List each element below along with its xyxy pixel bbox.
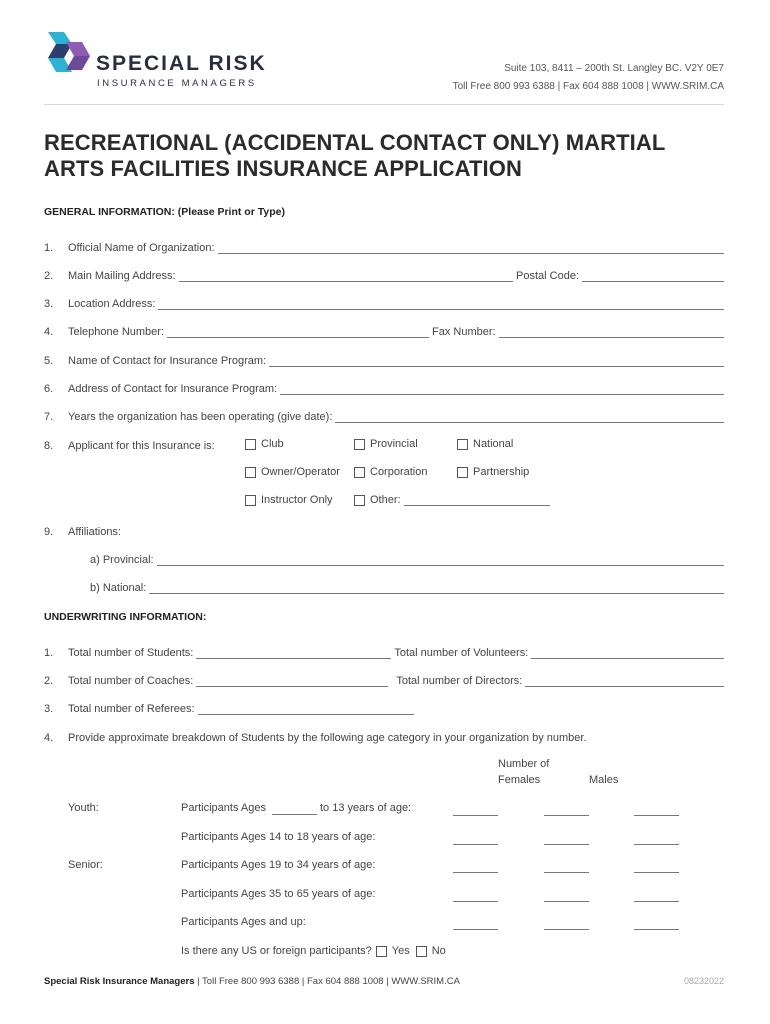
header-divider bbox=[44, 104, 724, 105]
checkbox-box[interactable] bbox=[354, 439, 365, 450]
age-row-1-label-b: to 13 years of age: bbox=[320, 802, 412, 814]
age-row-5-col-2-field[interactable] bbox=[544, 929, 589, 930]
age-row-1-col-3-field[interactable] bbox=[634, 815, 679, 816]
q8-applicant-type-row bbox=[44, 436, 218, 452]
checkbox-other-label: Other: bbox=[370, 494, 401, 506]
age-row-2-col-2-field[interactable] bbox=[544, 844, 589, 845]
checkbox-yes[interactable] bbox=[376, 946, 387, 957]
age-row-5-label: Participants Ages and up: bbox=[181, 916, 306, 928]
logo-brand-line1: SPECIAL RISK bbox=[96, 52, 267, 75]
contact-name-field[interactable] bbox=[269, 356, 724, 367]
footer-contact: | Toll Free 800 993 6388 | Fax 604 888 1008 | WWW.SRIM.CA bbox=[194, 976, 460, 987]
general-info-heading: GENERAL INFORMATION: (Please Print or Type) bbox=[44, 206, 285, 218]
q8-number: 8. bbox=[44, 440, 54, 452]
q2-mailing-address-row bbox=[44, 266, 724, 282]
checkbox-instructor-only-label: Instructor Only bbox=[261, 494, 333, 506]
checkbox-national-label: National bbox=[473, 438, 514, 450]
checkbox-box[interactable] bbox=[354, 495, 365, 506]
referees-label: Total number of Referees: bbox=[68, 703, 195, 715]
form-title: RECREATIONAL (ACCIDENTAL CONTACT ONLY) MARTIAL ARTS FACILITIES INSURANCE APPLICATION bbox=[44, 130, 665, 181]
checkbox-yes-label: Yes bbox=[391, 945, 410, 957]
checkbox-box[interactable] bbox=[245, 439, 256, 450]
u3-referees-row bbox=[44, 699, 414, 715]
national-affiliation-field[interactable] bbox=[149, 583, 724, 594]
volunteers-label: Total number of Volunteers: bbox=[394, 647, 529, 659]
checkbox-club[interactable] bbox=[245, 438, 284, 450]
q7-years-operating-row bbox=[44, 407, 724, 423]
coaches-field[interactable] bbox=[196, 676, 388, 687]
age-row-5-col-3-field[interactable] bbox=[634, 929, 679, 930]
students-label: Total number of Students: bbox=[68, 647, 194, 659]
location-address-field[interactable] bbox=[158, 299, 724, 310]
checkbox-no[interactable] bbox=[416, 946, 427, 957]
volunteers-field[interactable] bbox=[531, 648, 724, 659]
checkbox-box[interactable] bbox=[354, 467, 365, 478]
organization-name-field[interactable] bbox=[218, 243, 724, 254]
years-operating-field[interactable] bbox=[335, 412, 724, 423]
age-row-4-label: Participants Ages 35 to 65 years of age: bbox=[181, 888, 376, 900]
checkbox-provincial[interactable] bbox=[354, 438, 418, 450]
q4-telephone-row bbox=[44, 322, 724, 338]
checkbox-no-label: No bbox=[431, 945, 446, 957]
fax-field[interactable] bbox=[499, 327, 724, 338]
age-row-3-label: Participants Ages 19 to 34 years of age: bbox=[181, 859, 376, 871]
foreign-participants-question bbox=[181, 945, 446, 957]
checkbox-owner-operator[interactable] bbox=[245, 466, 340, 478]
q6-number: 6. bbox=[44, 383, 54, 395]
company-logo bbox=[44, 32, 267, 92]
q7-number: 7. bbox=[44, 411, 54, 423]
age-row-1-col-2-field[interactable] bbox=[544, 815, 589, 816]
q9-number: 9. bbox=[44, 526, 54, 538]
q5-contact-name-row bbox=[44, 351, 724, 367]
u1-students-row bbox=[44, 643, 724, 659]
u2-coaches-row bbox=[44, 671, 724, 687]
q9-affiliations-row bbox=[44, 522, 724, 538]
checkbox-other[interactable] bbox=[354, 494, 550, 506]
national-affiliation-row bbox=[90, 578, 724, 594]
age-row-4-col-2-field[interactable] bbox=[544, 901, 589, 902]
fax-label: Fax Number: bbox=[432, 326, 496, 338]
contact-address-field[interactable] bbox=[280, 384, 724, 395]
header-address-block bbox=[453, 60, 724, 96]
q3-location-address-row bbox=[44, 294, 724, 310]
q2-number: 2. bbox=[44, 270, 54, 282]
age-row-2-label: Participants Ages 14 to 18 years of age: bbox=[181, 831, 376, 843]
telephone-field[interactable] bbox=[167, 327, 429, 338]
q3-number: 3. bbox=[44, 298, 54, 310]
mailing-address-field[interactable] bbox=[179, 271, 513, 282]
national-affiliation-label: b) National: bbox=[90, 582, 147, 594]
checkbox-box[interactable] bbox=[245, 495, 256, 506]
checkbox-partnership-label: Partnership bbox=[473, 466, 530, 478]
age-row-4-col-3-field[interactable] bbox=[634, 901, 679, 902]
checkbox-corporation[interactable] bbox=[354, 466, 427, 478]
age-row-1-col-1-field[interactable] bbox=[453, 815, 498, 816]
checkbox-club-label: Club bbox=[261, 438, 284, 450]
checkbox-box[interactable] bbox=[457, 467, 468, 478]
u2-number: 2. bbox=[44, 675, 54, 687]
q6-contact-address-row bbox=[44, 379, 724, 395]
form-code: 08232022 bbox=[683, 976, 724, 986]
q3-label: Location Address: bbox=[68, 298, 156, 310]
provincial-affiliation-label: a) Provincial: bbox=[90, 554, 154, 566]
age-row-1-label-a: Participants Ages bbox=[181, 802, 266, 814]
checkbox-owner-operator-label: Owner/Operator bbox=[261, 466, 340, 478]
q5-label: Name of Contact for Insurance Program: bbox=[68, 355, 267, 367]
logo-mark-icon bbox=[44, 32, 94, 78]
provincial-affiliation-field[interactable] bbox=[157, 555, 724, 566]
q9-label: Affiliations: bbox=[68, 526, 121, 538]
age-row-5-col-1-field[interactable] bbox=[453, 929, 498, 930]
youth-label: Youth: bbox=[68, 802, 99, 814]
age-row-2-col-1-field[interactable] bbox=[453, 844, 498, 845]
q4-label: Telephone Number: bbox=[68, 326, 165, 338]
breakdown-label: Provide approximate breakdown of Students by the following age category in your organization by number. bbox=[68, 732, 587, 744]
checkbox-provincial-label: Provincial bbox=[370, 438, 418, 450]
checkbox-national[interactable] bbox=[457, 438, 513, 450]
q5-number: 5. bbox=[44, 355, 54, 367]
checkbox-box[interactable] bbox=[245, 467, 256, 478]
students-field[interactable] bbox=[196, 648, 391, 659]
q1-organization-name-row bbox=[44, 238, 724, 254]
checkbox-box[interactable] bbox=[457, 439, 468, 450]
u4-breakdown-row bbox=[44, 728, 724, 744]
directors-field[interactable] bbox=[525, 676, 724, 687]
underwriting-heading: UNDERWRITING INFORMATION: bbox=[44, 611, 207, 623]
u3-number: 3. bbox=[44, 703, 54, 715]
checkbox-partnership[interactable] bbox=[457, 466, 529, 478]
footer bbox=[44, 976, 460, 987]
checkbox-instructor-only[interactable] bbox=[245, 494, 333, 506]
foreign-participants-label: Is there any US or foreign participants? bbox=[181, 945, 372, 957]
age-row-2-col-3-field[interactable] bbox=[634, 844, 679, 845]
checkbox-corporation-label: Corporation bbox=[370, 466, 428, 478]
col-females-label: Females bbox=[498, 774, 541, 786]
q8-label: Applicant for this Insurance is: bbox=[68, 440, 215, 452]
min-age-field[interactable] bbox=[272, 814, 317, 815]
age-row-3-col-2-field[interactable] bbox=[544, 872, 589, 873]
senior-label: Senior: bbox=[68, 859, 103, 871]
footer-brand: Special Risk Insurance Managers bbox=[44, 976, 195, 987]
q1-number: 1. bbox=[44, 242, 54, 254]
referees-field[interactable] bbox=[198, 704, 414, 715]
q1-label: Official Name of Organization: bbox=[68, 242, 215, 254]
age-row-4-col-1-field[interactable] bbox=[453, 901, 498, 902]
postal-code-field[interactable] bbox=[582, 271, 724, 282]
provincial-affiliation-row bbox=[90, 550, 724, 566]
age-row-3-col-1-field[interactable] bbox=[453, 872, 498, 873]
q2-label: Main Mailing Address: bbox=[68, 270, 176, 282]
col-number-of-label: Number of bbox=[498, 758, 550, 770]
header-contact: Toll Free 800 993 6388 | Fax 604 888 1008 | WWW.SRIM.CA bbox=[452, 81, 724, 92]
header-address: Suite 103, 8411 – 200th St. Langley BC. V2Y 0E7 bbox=[504, 63, 724, 74]
q7-label: Years the organization has been operating (give date): bbox=[68, 411, 333, 423]
directors-label: Total number of Directors: bbox=[396, 675, 523, 687]
other-type-field[interactable] bbox=[404, 495, 550, 506]
q6-label: Address of Contact for Insurance Program: bbox=[68, 383, 278, 395]
age-row-3-col-3-field[interactable] bbox=[634, 872, 679, 873]
q4-number: 4. bbox=[44, 326, 54, 338]
u1-number: 1. bbox=[44, 647, 54, 659]
postal-code-label: Postal Code: bbox=[516, 270, 579, 282]
coaches-label: Total number of Coaches: bbox=[68, 675, 194, 687]
col-males-label: Males bbox=[589, 774, 619, 786]
logo-brand-line2: INSURANCE MANAGERS bbox=[97, 78, 257, 89]
u4-number: 4. bbox=[44, 732, 54, 744]
